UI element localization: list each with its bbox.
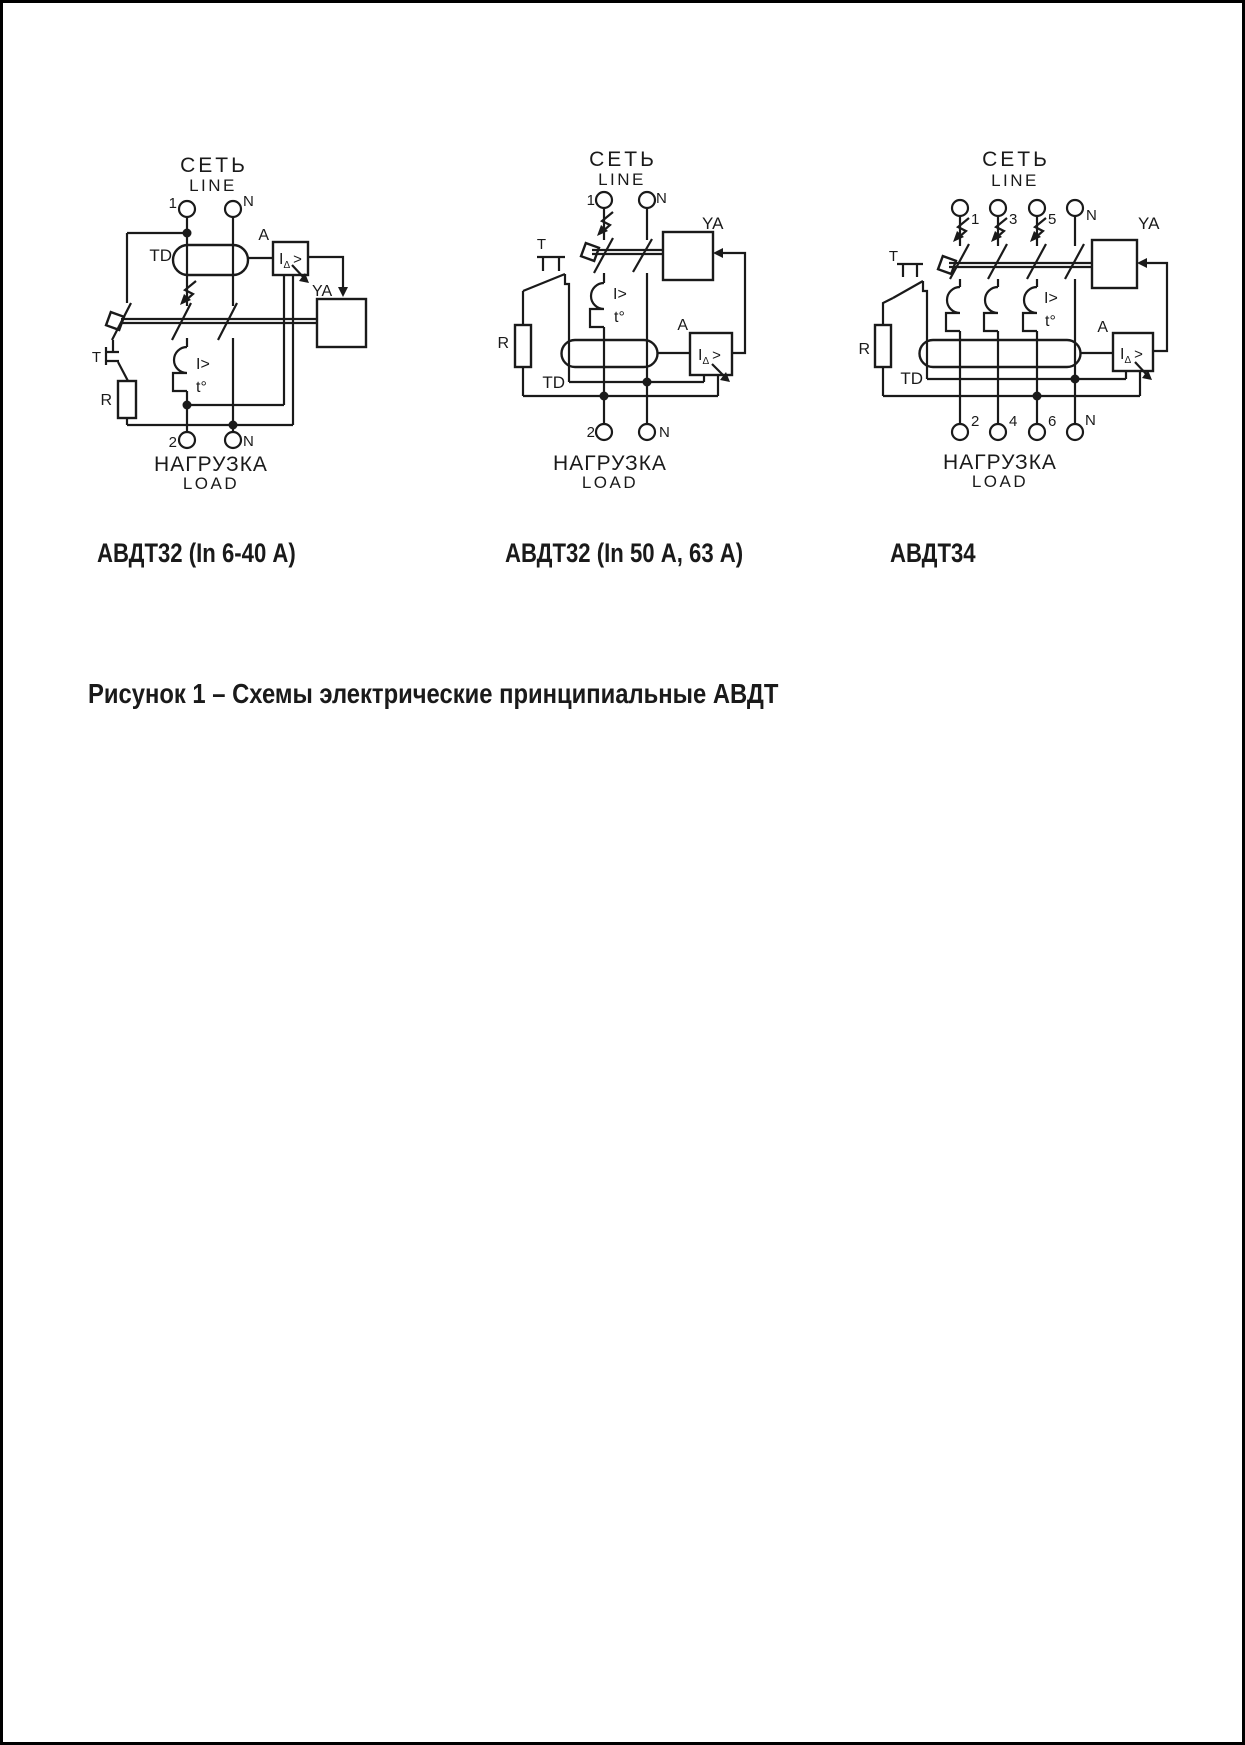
terminal-label-top-n: N xyxy=(656,190,667,207)
ya-label: YA xyxy=(1138,214,1160,233)
junction-dot xyxy=(643,378,652,387)
breaker-contacts xyxy=(950,244,1084,279)
ya-release-box xyxy=(317,299,366,347)
line-label-ru: СЕТЬ xyxy=(180,154,248,177)
ya-label: YA xyxy=(312,283,333,300)
linkage-bus xyxy=(121,319,317,323)
line-terminal-n xyxy=(1067,200,1083,216)
trip-arrow-icon xyxy=(953,218,1046,242)
load-terminal-n xyxy=(639,424,655,440)
linkage-bus xyxy=(949,263,1092,267)
terminal-label-top-n: N xyxy=(243,193,254,210)
terminal-label-bot-2: 2 xyxy=(971,413,980,430)
terminal-label-bot-4: 4 xyxy=(1009,413,1018,430)
line-terminal-3 xyxy=(990,200,1006,216)
thermal-label: t° xyxy=(1045,313,1056,330)
breaker-contacts xyxy=(594,238,652,273)
thermal-label: t° xyxy=(196,379,207,396)
terminal-label-bot-n: N xyxy=(1085,412,1096,429)
line-terminal-n xyxy=(639,192,655,208)
wires xyxy=(875,216,1167,424)
schematic-avdt34 xyxy=(850,140,1185,500)
load-label-en: LOAD xyxy=(971,472,1029,491)
td-transformer xyxy=(920,340,1081,367)
terminal-label-top-n: N xyxy=(1086,207,1097,224)
junction-dot xyxy=(600,392,609,401)
td-label: TD xyxy=(149,246,172,265)
schematic-avdt32-6-40 xyxy=(85,150,375,500)
line-label-ru: СЕТЬ xyxy=(589,148,657,171)
diagram-caption-avdt32-6-40: АВДТ32 (In 6-40 А) xyxy=(97,538,296,568)
overcurrent-label: I> xyxy=(196,356,210,373)
resistor-label: R xyxy=(100,392,112,409)
load-label-ru: НАГРУЗКА xyxy=(553,452,667,475)
line-terminal-1 xyxy=(596,192,612,208)
differential-relay-box xyxy=(1113,333,1153,371)
diff-relay-symbol: $I_\Delta$ > xyxy=(698,347,721,367)
ya-release-box xyxy=(663,232,713,280)
line-label-en: LINE xyxy=(189,176,237,195)
load-terminal-2 xyxy=(179,432,195,448)
line-label-en: LINE xyxy=(991,171,1039,190)
diff-relay-symbol: $I_\Delta$ > xyxy=(1120,346,1143,366)
line-terminal-1 xyxy=(952,200,968,216)
figure-caption: Рисунок 1 – Схемы электрические принципиальные АВДТ xyxy=(88,678,779,709)
schematic-avdt32-50-63 xyxy=(490,140,760,500)
load-label-ru: НАГРУЗКА xyxy=(943,451,1057,474)
relay-label: A xyxy=(1097,319,1108,336)
load-terminal-4 xyxy=(990,424,1006,440)
overcurrent-label: I> xyxy=(1044,290,1058,307)
td-label: TD xyxy=(900,369,923,388)
test-button-label: T xyxy=(536,236,546,253)
terminal-label-top-1: 1 xyxy=(168,195,177,212)
breaker-contacts xyxy=(112,303,237,340)
wires xyxy=(106,217,366,432)
terminal-label-bot-2: 2 xyxy=(168,434,177,451)
junction-dot xyxy=(183,401,192,410)
resistor xyxy=(515,325,531,367)
line-terminal-n xyxy=(225,201,241,217)
test-button-label: T xyxy=(91,349,101,366)
load-label-en: LOAD xyxy=(182,474,240,493)
junction-dot xyxy=(229,421,238,430)
test-button xyxy=(106,340,128,381)
thermal-label: t° xyxy=(614,309,625,326)
terminal-label-bot-6: 6 xyxy=(1048,413,1057,430)
line-label-en: LINE xyxy=(598,170,646,189)
linkage-handle xyxy=(581,243,599,261)
overcurrent-label: I> xyxy=(613,286,627,303)
load-terminal-n xyxy=(1067,424,1083,440)
relay-label: A xyxy=(677,317,688,334)
diagram-caption-avdt32-50-63: АВДТ32 (In 50 А, 63 А) xyxy=(505,538,744,568)
load-label-en: LOAD xyxy=(581,473,639,492)
linkage-bus xyxy=(592,250,663,254)
relay-label: A xyxy=(258,227,269,244)
differential-relay-box xyxy=(690,333,732,375)
diff-relay-symbol: $I_\Delta$ > xyxy=(279,251,302,271)
load-terminal-n xyxy=(225,432,241,448)
td-label: TD xyxy=(542,373,565,392)
junction-dot xyxy=(1071,375,1080,384)
resistor-label: R xyxy=(858,341,870,358)
terminal-label-bot-2: 2 xyxy=(586,424,595,441)
terminal-label-top-1: 1 xyxy=(971,211,980,228)
diagram-caption-avdt34: АВДТ34 xyxy=(890,538,976,568)
resistor xyxy=(875,325,891,367)
resistor-label: R xyxy=(497,335,509,352)
terminal-label-top-5: 5 xyxy=(1048,211,1057,228)
line-terminal-1 xyxy=(179,201,195,217)
td-transformer xyxy=(562,340,658,367)
thermal-magnetic-release xyxy=(946,279,1037,424)
ya-label: YA xyxy=(702,214,724,233)
td-transformer xyxy=(173,245,248,275)
load-terminal-6 xyxy=(1029,424,1045,440)
terminal-label-top-1: 1 xyxy=(586,192,595,209)
load-label-ru: НАГРУЗКА xyxy=(154,453,268,476)
line-terminal-5 xyxy=(1029,200,1045,216)
terminal-label-bot-n: N xyxy=(659,424,670,441)
junction-dot xyxy=(183,229,192,238)
test-button-label: T xyxy=(888,248,898,265)
terminal-label-top-3: 3 xyxy=(1009,211,1018,228)
junction-dot xyxy=(1033,392,1042,401)
line-label-ru: СЕТЬ xyxy=(982,148,1050,171)
load-terminal-2 xyxy=(952,424,968,440)
resistor xyxy=(118,381,136,418)
thermal-magnetic-release xyxy=(173,338,187,432)
load-terminal-2 xyxy=(596,424,612,440)
ya-release-box xyxy=(1092,240,1137,288)
terminal-label-bot-n: N xyxy=(243,433,254,450)
thermal-magnetic-release xyxy=(590,273,604,424)
